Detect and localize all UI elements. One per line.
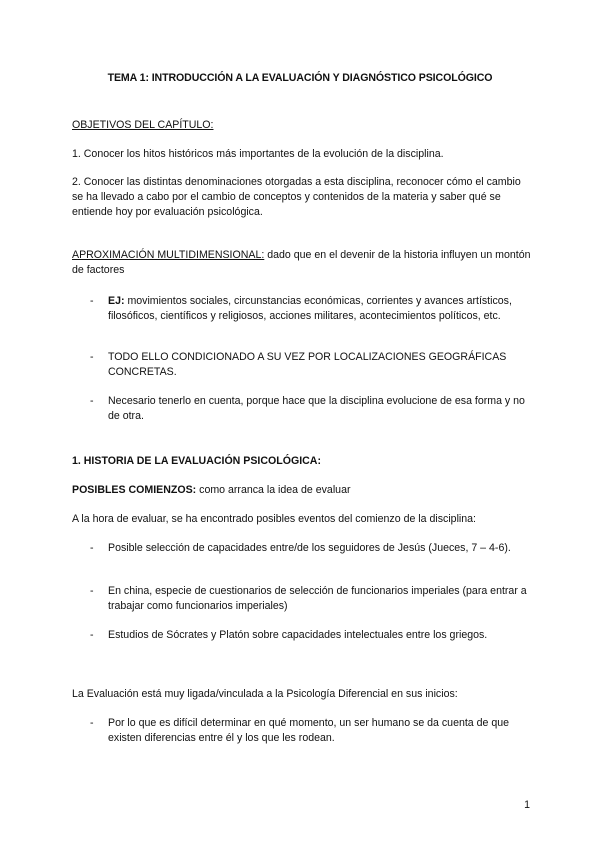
dash-marker: - (90, 717, 94, 729)
page-number: 1 (524, 799, 530, 811)
historia-heading: 1. HISTORIA DE LA EVALUACIÓN PSICOLÓGICA: (72, 455, 321, 467)
dash-marker: - (90, 629, 94, 641)
aproximacion-text: dado que en el devenir de la historia influyen un montón de factores (72, 249, 531, 276)
dash-marker: - (90, 395, 94, 407)
document-title: TEMA 1: INTRODUCCIÓN A LA EVALUACIÓN Y DIAGNÓSTICO PSICOLÓGICO (107, 72, 493, 84)
list-item-text: Posible selección de capacidades entre/de los seguidores de Jesús (Jueces, 7 – 4-6). (108, 542, 511, 554)
aproximacion-paragraph (72, 248, 532, 278)
dash-marker: - (90, 295, 94, 307)
objetivo-item-2: 2. Conocer las distintas denominaciones otorgadas a esta disciplina, reconocer cómo el cambio se ha llevado a cabo por el cambio de conceptos y contenidos de la materia y saber qué se entiende hoy por evaluación psicológica. (72, 176, 521, 218)
dash-marker: - (90, 585, 94, 597)
comienzos-text: como arranca la idea de evaluar (196, 484, 351, 496)
comienzos-label: POSIBLES COMIENZOS: (72, 484, 197, 496)
dash-marker: - (90, 542, 94, 554)
ej-label: EJ: (108, 295, 125, 307)
list-item-text: TODO ELLO CONDICIONADO A SU VEZ POR LOCALIZACIONES GEOGRÁFICAS CONCRETAS. (108, 351, 507, 378)
list-item-text: En china, especie de cuestionarios de selección de funcionarios imperiales (para entrar a trabajar como funcionarios imperiales) (108, 585, 527, 612)
list-item-text: Estudios de Sócrates y Platón sobre capacidades intelectuales entre los griegos. (108, 629, 488, 641)
ligada-paragraph: La Evaluación está muy ligada/vinculada a la Psicología Diferencial en sus inicios: (72, 688, 458, 700)
ej-text: movimientos sociales, circunstancias económicas, corrientes y avances artísticos, filosóficos, científicos y religiosos, acciones militares, acontecimientos políticos, etc. (108, 295, 512, 322)
list-item-text: Necesario tenerlo en cuenta, porque hace que la disciplina evolucione de esa forma y no de otra. (108, 395, 525, 422)
objetivos-heading: OBJETIVOS DEL CAPÍTULO: (72, 119, 214, 131)
comienzos-paragraph (72, 483, 532, 498)
list-item-text: Por lo que es difícil determinar en qué momento, un ser humano se da cuenta de que existen diferencias entre él y los que les rodean. (108, 717, 510, 744)
objetivo-item-1: 1. Conocer los hitos históricos más importantes de la evolución de la disciplina. (72, 148, 444, 160)
aproximacion-label: APROXIMACIÓN MULTIDIMENSIONAL: (72, 249, 265, 261)
list-item-text (108, 294, 530, 324)
dash-marker: - (90, 351, 94, 363)
evaluar-intro: A la hora de evaluar, se ha encontrado posibles eventos del comienzo de la disciplina: (72, 513, 476, 525)
